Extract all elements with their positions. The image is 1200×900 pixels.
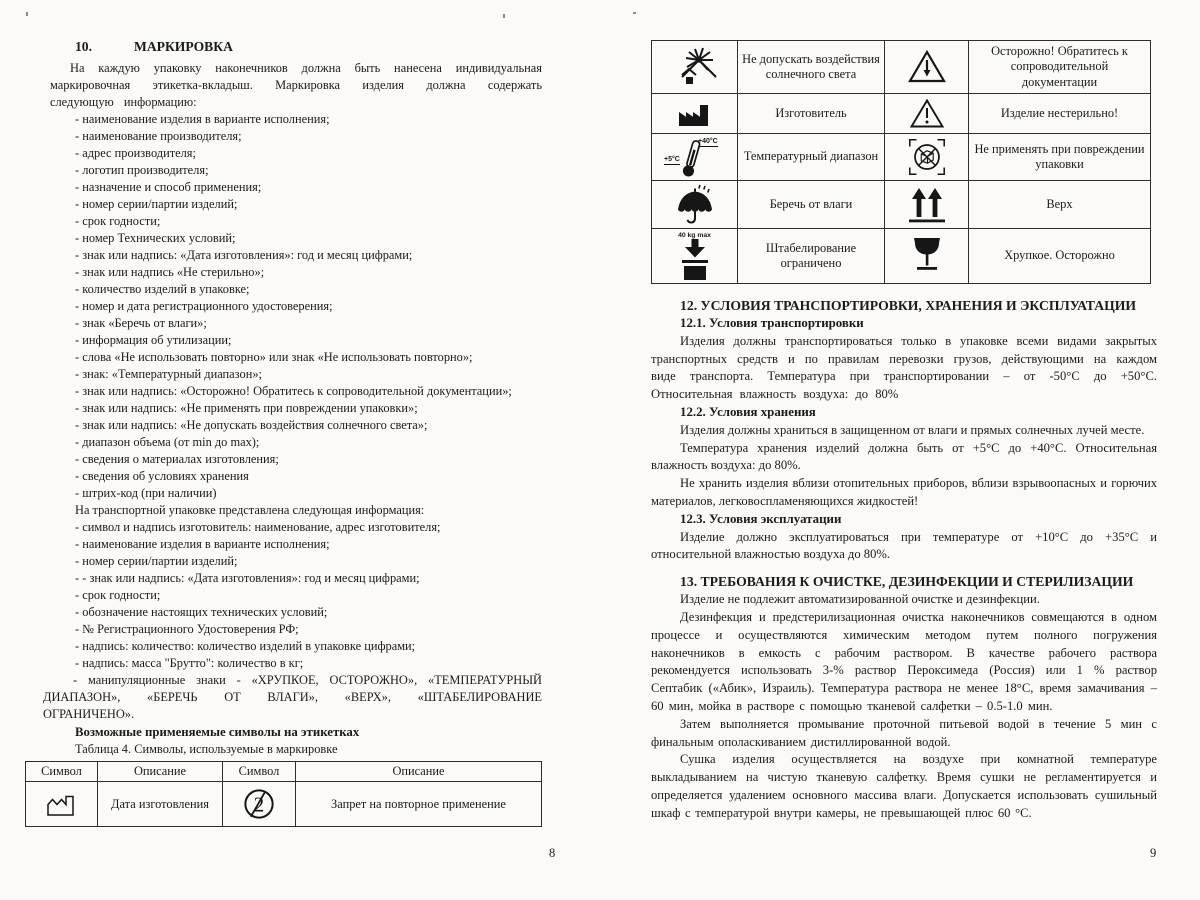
temperature-range-icon bbox=[652, 134, 738, 181]
storage-paragraph-3: Не хранить изделия вблизи отопительных приборов, вблизи взрывоопасных и горючих материалов, легковоспламеняющихся жидкостей! bbox=[651, 476, 1157, 508]
list-item: - слова «Не использовать повторно» или знак «Не использовать повторно»; bbox=[75, 350, 473, 364]
list-item: - номер Технических условий; bbox=[75, 231, 236, 245]
list-item: - знак: «Температурный диапазон»; bbox=[75, 367, 262, 381]
scan-mark bbox=[633, 12, 636, 14]
section-12-3-heading: 12.3. Условия эксплуатации bbox=[680, 511, 842, 526]
header-symbol-2: Символ bbox=[223, 762, 296, 782]
list-item: - номер серии/партии изделий; bbox=[75, 197, 238, 211]
list-item: - знак или надпись: «Дата изготовления»: год и месяц цифрами; bbox=[75, 248, 413, 262]
document-page-left bbox=[41, 38, 542, 827]
cleaning-paragraph-3: Затем выполняется промывание проточной питьевой водой в течение 5 мин с финальным ополаскиванием дистиллированной водой. bbox=[651, 716, 1157, 749]
transport-marking-list bbox=[75, 519, 542, 672]
list-item: - номер серии/партии изделий; bbox=[75, 554, 238, 568]
page-number-left: 8 bbox=[549, 846, 556, 860]
list-item: - наименование изделия в варианте исполнения; bbox=[75, 537, 330, 551]
header-symbol-1: Символ bbox=[26, 762, 98, 782]
storage-paragraph-2: Температура хранения изделий должна быть от +5°С до +40°С. Относительная влажность воздуха: до 80%. bbox=[651, 440, 1157, 473]
list-item: - надпись: количество: количество изделий в упаковке цифрами; bbox=[75, 639, 416, 653]
possible-symbols-heading: Возможные применяемые символы на этикетках bbox=[75, 725, 360, 739]
list-item: - штрих-код (при наличии) bbox=[75, 486, 217, 500]
date-of-manufacture-icon bbox=[26, 782, 98, 827]
list-item: - - знак или надпись: «Дата изготовления»: год и месяц цифрами; bbox=[75, 571, 420, 585]
table-row bbox=[652, 134, 1151, 181]
caution-see-documents-label: Осторожно! Обратитесь к сопроводительной документации bbox=[969, 41, 1151, 94]
list-item: - знак или надпись: «Не допускать воздействия солнечного света»; bbox=[75, 418, 428, 432]
list-item: - обозначение настоящих технических условий; bbox=[75, 605, 328, 619]
list-item: - № Регистрационного Удостоверения РФ; bbox=[75, 622, 299, 636]
scan-mark bbox=[503, 14, 505, 18]
list-item: - знак или надпись: «Не применять при повреждении упаковки»; bbox=[75, 401, 418, 415]
non-sterile-label: Изделие нестерильно! bbox=[969, 94, 1151, 134]
list-item: - надпись: масса "Брутто": количество в кг; bbox=[75, 656, 304, 670]
table-row bbox=[652, 94, 1151, 134]
list-item: - сведения об условиях хранения bbox=[75, 469, 249, 483]
thermometer-max-label: +40°C bbox=[698, 138, 718, 145]
svg-text:2: 2 bbox=[253, 792, 265, 817]
section-12-1-heading: 12.1. Условия транспортировки bbox=[680, 316, 864, 330]
table-row bbox=[652, 41, 1151, 94]
keep-dry-label: Беречь от влаги bbox=[738, 181, 885, 229]
transport-conditions-paragraph: Изделия должны транспортироваться только в упаковке всеми видами закрытых транспортных средств и по правилам перевозки грузов, действующими на каждом виде транспорта. Температура при транспортировании – от -50°С до +50°С. Относительная влажность воздуха: до 80% bbox=[651, 333, 1157, 402]
header-description-2: Описание bbox=[296, 762, 542, 782]
marking-intro-paragraph: На каждую упаковку наконечников должна быть нанесена индивидуальная маркировочная этикетка-вкладыш. Маркировка изделия должна содержать следующую информацию: bbox=[50, 61, 542, 109]
table-row bbox=[26, 782, 542, 827]
no-reuse-icon bbox=[223, 782, 296, 827]
section-10-title: МАРКИРОВКА bbox=[134, 39, 233, 54]
cleaning-paragraph-1: Изделие не подлежит автоматизированной очистке и дезинфекции. bbox=[680, 592, 1040, 607]
manufacturer-icon bbox=[652, 94, 738, 134]
page-number-right: 9 bbox=[1150, 846, 1157, 860]
list-item: - информация об утилизации; bbox=[75, 333, 232, 347]
manufacturer-label: Изготовитель bbox=[738, 94, 885, 134]
cleaning-paragraph-4: Сушка изделия осуществляется на воздухе при комнатной температуре выкладыванием на чистую тканевую салфетку. Время сушки не регламентируется и определяется удалением основного массива влаги. Допускается использовать сушильный шкаф с температурой внутри камеры, не превышающей плюс 60 °С. bbox=[651, 752, 1157, 820]
list-item: - логотип производителя; bbox=[75, 163, 209, 177]
no-reuse-label: Запрет на повторное применение bbox=[296, 782, 542, 827]
section-12-heading: 12. УСЛОВИЯ ТРАНСПОРТИРОВКИ, ХРАНЕНИЯ И ЭКСПЛУАТАЦИИ bbox=[680, 298, 1137, 313]
stacking-limit-label: Штабелирование ограничено bbox=[738, 229, 885, 284]
cleaning-paragraph-2: Дезинфекция и предстерилизационная очистка наконечников совмещаются в одном процессе и осуществляются химическим методом путем полного погружения наконечников в емкость с рабочим раствором. В качестве рабочего раствора рекомендуется использовать 3-% раствор Пероксимеда (Россия) или 1 % раствор Септабик («Абик», Израиль). Температура раствора не менее 18°С, время замачивания – 60 мин, мойка в растворе с помощью тканевой салфетки – 0.5-1.0 мин. bbox=[651, 609, 1157, 713]
symbols-table-left-page bbox=[25, 761, 542, 827]
list-item: - наименование производителя; bbox=[75, 129, 242, 143]
fragile-icon bbox=[885, 229, 969, 284]
scan-mark bbox=[26, 12, 28, 16]
temperature-range-label: Температурный диапазон bbox=[738, 134, 885, 181]
list-item: - диапазон объема (от min до max); bbox=[75, 435, 260, 449]
list-item: - адрес производителя; bbox=[75, 146, 196, 160]
list-item: - срок годности; bbox=[75, 214, 161, 228]
this-way-up-label: Верх bbox=[969, 181, 1151, 229]
warning-triangle-icon bbox=[885, 94, 969, 134]
operation-conditions-paragraph: Изделие должно эксплуатироваться при температуре от +10°С до +35°С и относительной влажностью воздуха до 80%. bbox=[651, 529, 1157, 562]
list-item: - наименование изделия в варианте исполнения; bbox=[75, 112, 330, 126]
keep-dry-icon bbox=[652, 181, 738, 229]
list-item: - символ и надпись изготовитель: наименование, адрес изготовителя; bbox=[75, 520, 441, 534]
section-10-number: 10. bbox=[75, 39, 92, 54]
do-not-use-if-damaged-label: Не применять при повреждении упаковки bbox=[969, 134, 1151, 181]
list-item: - знак или надпись: «Осторожно! Обратитесь к сопроводительной документации»; bbox=[75, 384, 512, 398]
keep-away-from-sunlight-icon bbox=[652, 41, 738, 94]
table-4-caption: Таблица 4. Символы, используемые в маркировке bbox=[75, 742, 338, 756]
list-item: - номер и дата регистрационного удостоверения; bbox=[75, 299, 333, 313]
header-description-1: Описание bbox=[98, 762, 223, 782]
do-not-use-if-damaged-icon bbox=[885, 134, 969, 181]
keep-away-from-sunlight-label: Не допускать воздействия солнечного света bbox=[738, 41, 885, 94]
section-12-2-heading: 12.2. Условия хранения bbox=[680, 404, 816, 419]
fragile-label: Хрупкое. Осторожно bbox=[969, 229, 1151, 284]
storage-paragraph-1: Изделия должны храниться в защищенном от влаги и прямых солнечных лучей месте. bbox=[680, 422, 1145, 437]
transport-packaging-intro: На транспортной упаковке представлена следующая информация: bbox=[75, 503, 425, 517]
thermometer-min-label: +5°C bbox=[664, 156, 680, 163]
this-way-up-icon bbox=[885, 181, 969, 229]
handling-signs-item: - манипуляционные знаки - «ХРУПКОЕ, ОСТОРОЖНО», «ТЕМПЕРАТУРНЫЙ ДИАПАЗОН», «БЕРЕЧЬ ОТ ВЛАГИ», «ВЕРХ», «ШТАБЕЛИРОВАНИЕ ОГРАНИЧЕНО». bbox=[43, 673, 542, 721]
list-item: - количество изделий в упаковке; bbox=[75, 282, 250, 296]
table-row bbox=[652, 229, 1151, 284]
list-item: - назначение и способ применения; bbox=[75, 180, 262, 194]
symbols-table-right-page bbox=[651, 40, 1151, 284]
stacking-limit-weight-label: 40 kg max bbox=[678, 231, 711, 239]
caution-see-documents-icon bbox=[885, 41, 969, 94]
section-10-heading bbox=[75, 38, 542, 55]
list-item: - сведения о материалах изготовления; bbox=[75, 452, 279, 466]
list-item: - знак «Беречь от влаги»; bbox=[75, 316, 207, 330]
list-item: - знак или надпись «Не стерильно»; bbox=[75, 265, 265, 279]
list-item: - срок годности; bbox=[75, 588, 161, 602]
table-row bbox=[652, 181, 1151, 229]
date-of-manufacture-label: Дата изготовления bbox=[98, 782, 223, 827]
stacking-limit-icon bbox=[652, 229, 738, 284]
document-page-right bbox=[651, 40, 1157, 823]
table-header-row bbox=[26, 762, 542, 782]
package-marking-list bbox=[75, 111, 542, 502]
section-13-heading: 13. ТРЕБОВАНИЯ К ОЧИСТКЕ, ДЕЗИНФЕКЦИИ И СТЕРИЛИЗАЦИИ bbox=[680, 574, 1134, 590]
